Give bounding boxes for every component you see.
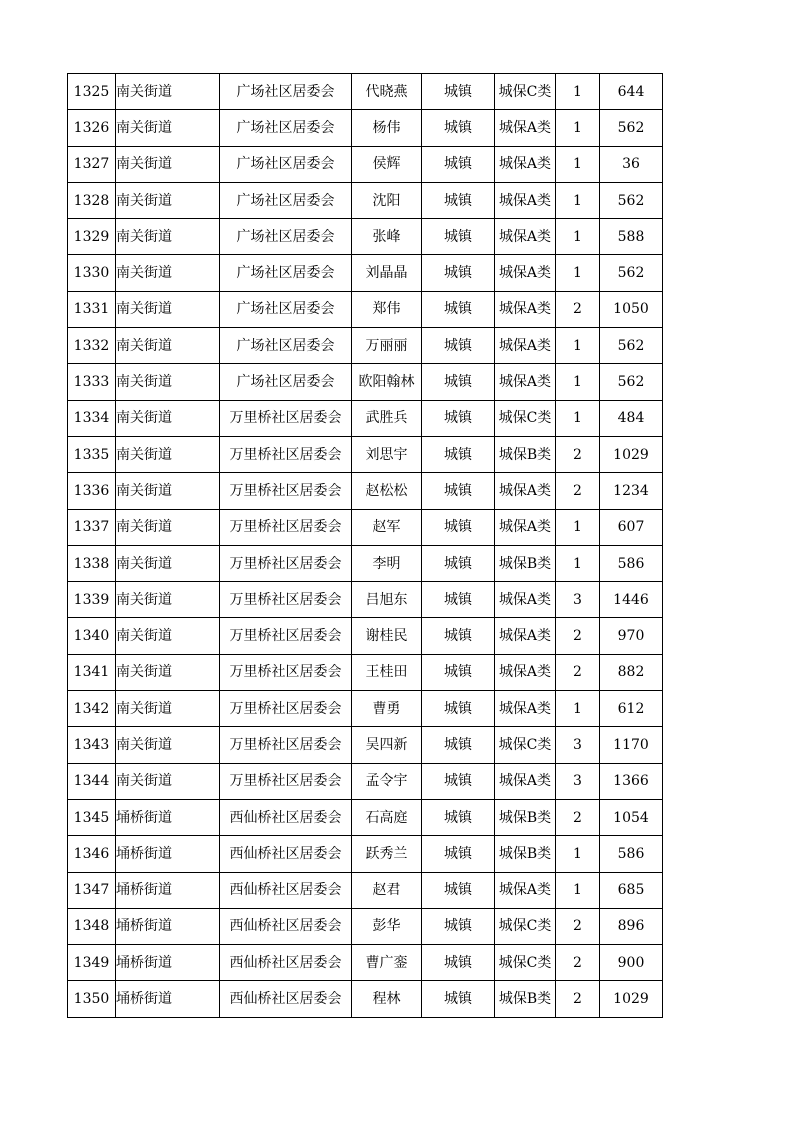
- amount-cell: 1446: [600, 582, 663, 618]
- row-number-cell: 1337: [68, 509, 116, 545]
- category-cell: 城保A类: [495, 328, 556, 364]
- table-row: [68, 364, 663, 400]
- residence-type-cell: 城镇: [422, 945, 495, 981]
- street-cell: 南关街道: [116, 654, 220, 690]
- category-cell: 城保C类: [495, 727, 556, 763]
- street-cell: 南关街道: [116, 291, 220, 327]
- table-row: [68, 691, 663, 727]
- residence-type-cell: 城镇: [422, 582, 495, 618]
- community-cell: 万里桥社区居委会: [220, 400, 352, 436]
- amount-cell: 970: [600, 618, 663, 654]
- row-number-cell: 1326: [68, 110, 116, 146]
- name-cell: 武胜兵: [352, 400, 422, 436]
- household-size-cell: 1: [556, 146, 600, 182]
- community-cell: 广场社区居委会: [220, 291, 352, 327]
- amount-cell: 644: [600, 74, 663, 110]
- street-cell: 埇桥街道: [116, 799, 220, 835]
- category-cell: 城保A类: [495, 872, 556, 908]
- residence-type-cell: 城镇: [422, 146, 495, 182]
- name-cell: 曹勇: [352, 691, 422, 727]
- table-row: [68, 146, 663, 182]
- amount-cell: 1234: [600, 473, 663, 509]
- amount-cell: 685: [600, 872, 663, 908]
- table-row: [68, 654, 663, 690]
- row-number-cell: 1328: [68, 182, 116, 218]
- street-cell: 南关街道: [116, 582, 220, 618]
- household-size-cell: 2: [556, 291, 600, 327]
- row-number-cell: 1331: [68, 291, 116, 327]
- street-cell: 南关街道: [116, 436, 220, 472]
- table-row: [68, 981, 663, 1017]
- residence-type-cell: 城镇: [422, 364, 495, 400]
- category-cell: 城保C类: [495, 945, 556, 981]
- table-row: [68, 836, 663, 872]
- category-cell: 城保A类: [495, 618, 556, 654]
- table-row: [68, 110, 663, 146]
- name-cell: 张峰: [352, 219, 422, 255]
- street-cell: 南关街道: [116, 400, 220, 436]
- category-cell: 城保A类: [495, 291, 556, 327]
- row-number-cell: 1343: [68, 727, 116, 763]
- household-size-cell: 3: [556, 763, 600, 799]
- category-cell: 城保A类: [495, 763, 556, 799]
- amount-cell: 896: [600, 908, 663, 944]
- street-cell: 埇桥街道: [116, 945, 220, 981]
- street-cell: 埇桥街道: [116, 908, 220, 944]
- row-number-cell: 1335: [68, 436, 116, 472]
- row-number-cell: 1345: [68, 799, 116, 835]
- name-cell: 孟令宇: [352, 763, 422, 799]
- name-cell: 跃秀兰: [352, 836, 422, 872]
- name-cell: 万丽丽: [352, 328, 422, 364]
- street-cell: 南关街道: [116, 146, 220, 182]
- category-cell: 城保C类: [495, 400, 556, 436]
- row-number-cell: 1334: [68, 400, 116, 436]
- name-cell: 赵松松: [352, 473, 422, 509]
- roster-body: [68, 74, 663, 1018]
- residence-type-cell: 城镇: [422, 545, 495, 581]
- street-cell: 南关街道: [116, 545, 220, 581]
- row-number-cell: 1346: [68, 836, 116, 872]
- residence-type-cell: 城镇: [422, 219, 495, 255]
- table-row: [68, 763, 663, 799]
- household-size-cell: 2: [556, 945, 600, 981]
- name-cell: 王桂田: [352, 654, 422, 690]
- residence-type-cell: 城镇: [422, 328, 495, 364]
- community-cell: 广场社区居委会: [220, 219, 352, 255]
- name-cell: 杨伟: [352, 110, 422, 146]
- community-cell: 广场社区居委会: [220, 146, 352, 182]
- amount-cell: 562: [600, 364, 663, 400]
- community-cell: 西仙桥社区居委会: [220, 945, 352, 981]
- amount-cell: 607: [600, 509, 663, 545]
- residence-type-cell: 城镇: [422, 691, 495, 727]
- household-size-cell: 2: [556, 981, 600, 1017]
- name-cell: 曹广銮: [352, 945, 422, 981]
- table-row: [68, 799, 663, 835]
- community-cell: 万里桥社区居委会: [220, 691, 352, 727]
- name-cell: 吕旭东: [352, 582, 422, 618]
- table-row: [68, 582, 663, 618]
- community-cell: 万里桥社区居委会: [220, 436, 352, 472]
- table-row: [68, 400, 663, 436]
- residence-type-cell: 城镇: [422, 908, 495, 944]
- household-size-cell: 1: [556, 110, 600, 146]
- street-cell: 南关街道: [116, 328, 220, 364]
- community-cell: 万里桥社区居委会: [220, 582, 352, 618]
- household-size-cell: 2: [556, 654, 600, 690]
- row-number-cell: 1336: [68, 473, 116, 509]
- street-cell: 埇桥街道: [116, 836, 220, 872]
- street-cell: 南关街道: [116, 509, 220, 545]
- household-size-cell: 1: [556, 74, 600, 110]
- row-number-cell: 1332: [68, 328, 116, 364]
- community-cell: 万里桥社区居委会: [220, 727, 352, 763]
- category-cell: 城保C类: [495, 74, 556, 110]
- table-row: [68, 255, 663, 291]
- amount-cell: 562: [600, 110, 663, 146]
- table-row: [68, 618, 663, 654]
- category-cell: 城保A类: [495, 691, 556, 727]
- category-cell: 城保A类: [495, 255, 556, 291]
- name-cell: 谢桂民: [352, 618, 422, 654]
- residence-type-cell: 城镇: [422, 654, 495, 690]
- category-cell: 城保B类: [495, 836, 556, 872]
- street-cell: 南关街道: [116, 219, 220, 255]
- household-size-cell: 1: [556, 255, 600, 291]
- household-size-cell: 3: [556, 727, 600, 763]
- category-cell: 城保B类: [495, 545, 556, 581]
- community-cell: 广场社区居委会: [220, 74, 352, 110]
- residence-type-cell: 城镇: [422, 618, 495, 654]
- table-row: [68, 74, 663, 110]
- category-cell: 城保C类: [495, 908, 556, 944]
- amount-cell: 586: [600, 545, 663, 581]
- community-cell: 万里桥社区居委会: [220, 618, 352, 654]
- category-cell: 城保A类: [495, 654, 556, 690]
- table-row: [68, 945, 663, 981]
- table-row: [68, 509, 663, 545]
- amount-cell: 562: [600, 328, 663, 364]
- name-cell: 吴四新: [352, 727, 422, 763]
- household-size-cell: 1: [556, 545, 600, 581]
- community-cell: 西仙桥社区居委会: [220, 799, 352, 835]
- street-cell: 南关街道: [116, 255, 220, 291]
- residence-type-cell: 城镇: [422, 836, 495, 872]
- name-cell: 赵君: [352, 872, 422, 908]
- residence-type-cell: 城镇: [422, 473, 495, 509]
- amount-cell: 900: [600, 945, 663, 981]
- community-cell: 广场社区居委会: [220, 364, 352, 400]
- table-row: [68, 545, 663, 581]
- row-number-cell: 1344: [68, 763, 116, 799]
- amount-cell: 36: [600, 146, 663, 182]
- name-cell: 李明: [352, 545, 422, 581]
- roster-table: [67, 73, 663, 1018]
- community-cell: 西仙桥社区居委会: [220, 981, 352, 1017]
- residence-type-cell: 城镇: [422, 74, 495, 110]
- household-size-cell: 2: [556, 799, 600, 835]
- residence-type-cell: 城镇: [422, 981, 495, 1017]
- household-size-cell: 1: [556, 400, 600, 436]
- community-cell: 万里桥社区居委会: [220, 763, 352, 799]
- amount-cell: 882: [600, 654, 663, 690]
- table-row: [68, 908, 663, 944]
- table-row: [68, 219, 663, 255]
- residence-type-cell: 城镇: [422, 182, 495, 218]
- household-size-cell: 2: [556, 473, 600, 509]
- community-cell: 广场社区居委会: [220, 182, 352, 218]
- category-cell: 城保A类: [495, 146, 556, 182]
- residence-type-cell: 城镇: [422, 872, 495, 908]
- row-number-cell: 1340: [68, 618, 116, 654]
- household-size-cell: 1: [556, 219, 600, 255]
- street-cell: 南关街道: [116, 473, 220, 509]
- street-cell: 南关街道: [116, 618, 220, 654]
- household-size-cell: 1: [556, 182, 600, 218]
- residence-type-cell: 城镇: [422, 509, 495, 545]
- category-cell: 城保A类: [495, 364, 556, 400]
- street-cell: 南关街道: [116, 691, 220, 727]
- community-cell: 万里桥社区居委会: [220, 509, 352, 545]
- name-cell: 彭华: [352, 908, 422, 944]
- name-cell: 石高庭: [352, 799, 422, 835]
- street-cell: 埇桥街道: [116, 872, 220, 908]
- category-cell: 城保B类: [495, 799, 556, 835]
- street-cell: 南关街道: [116, 182, 220, 218]
- residence-type-cell: 城镇: [422, 400, 495, 436]
- name-cell: 侯辉: [352, 146, 422, 182]
- amount-cell: 1170: [600, 727, 663, 763]
- community-cell: 西仙桥社区居委会: [220, 872, 352, 908]
- community-cell: 广场社区居委会: [220, 110, 352, 146]
- residence-type-cell: 城镇: [422, 291, 495, 327]
- category-cell: 城保B类: [495, 981, 556, 1017]
- household-size-cell: 1: [556, 872, 600, 908]
- row-number-cell: 1342: [68, 691, 116, 727]
- street-cell: 南关街道: [116, 763, 220, 799]
- household-size-cell: 1: [556, 836, 600, 872]
- table-row: [68, 436, 663, 472]
- category-cell: 城保A类: [495, 110, 556, 146]
- name-cell: 沈阳: [352, 182, 422, 218]
- household-size-cell: 1: [556, 364, 600, 400]
- residence-type-cell: 城镇: [422, 436, 495, 472]
- street-cell: 南关街道: [116, 74, 220, 110]
- table-row: [68, 291, 663, 327]
- name-cell: 欧阳翰林: [352, 364, 422, 400]
- community-cell: 西仙桥社区居委会: [220, 836, 352, 872]
- row-number-cell: 1329: [68, 219, 116, 255]
- household-size-cell: 2: [556, 618, 600, 654]
- street-cell: 南关街道: [116, 727, 220, 763]
- community-cell: 广场社区居委会: [220, 328, 352, 364]
- table-row: [68, 727, 663, 763]
- name-cell: 刘晶晶: [352, 255, 422, 291]
- household-size-cell: 1: [556, 328, 600, 364]
- household-size-cell: 3: [556, 582, 600, 618]
- amount-cell: 1050: [600, 291, 663, 327]
- row-number-cell: 1348: [68, 908, 116, 944]
- name-cell: 赵军: [352, 509, 422, 545]
- amount-cell: 562: [600, 255, 663, 291]
- household-size-cell: 2: [556, 436, 600, 472]
- amount-cell: 1366: [600, 763, 663, 799]
- residence-type-cell: 城镇: [422, 255, 495, 291]
- row-number-cell: 1338: [68, 545, 116, 581]
- amount-cell: 588: [600, 219, 663, 255]
- row-number-cell: 1347: [68, 872, 116, 908]
- amount-cell: 562: [600, 182, 663, 218]
- community-cell: 万里桥社区居委会: [220, 654, 352, 690]
- residence-type-cell: 城镇: [422, 727, 495, 763]
- community-cell: 西仙桥社区居委会: [220, 908, 352, 944]
- row-number-cell: 1330: [68, 255, 116, 291]
- amount-cell: 1029: [600, 981, 663, 1017]
- name-cell: 程林: [352, 981, 422, 1017]
- category-cell: 城保A类: [495, 509, 556, 545]
- amount-cell: 586: [600, 836, 663, 872]
- name-cell: 刘思宇: [352, 436, 422, 472]
- amount-cell: 484: [600, 400, 663, 436]
- table-row: [68, 473, 663, 509]
- household-size-cell: 1: [556, 691, 600, 727]
- category-cell: 城保A类: [495, 219, 556, 255]
- category-cell: 城保A类: [495, 473, 556, 509]
- name-cell: 代晓燕: [352, 74, 422, 110]
- residence-type-cell: 城镇: [422, 799, 495, 835]
- residence-type-cell: 城镇: [422, 763, 495, 799]
- street-cell: 南关街道: [116, 364, 220, 400]
- table-row: [68, 328, 663, 364]
- row-number-cell: 1325: [68, 74, 116, 110]
- category-cell: 城保B类: [495, 436, 556, 472]
- household-size-cell: 1: [556, 509, 600, 545]
- community-cell: 万里桥社区居委会: [220, 473, 352, 509]
- row-number-cell: 1327: [68, 146, 116, 182]
- household-size-cell: 2: [556, 908, 600, 944]
- amount-cell: 612: [600, 691, 663, 727]
- residence-type-cell: 城镇: [422, 110, 495, 146]
- category-cell: 城保A类: [495, 182, 556, 218]
- row-number-cell: 1350: [68, 981, 116, 1017]
- row-number-cell: 1339: [68, 582, 116, 618]
- amount-cell: 1054: [600, 799, 663, 835]
- street-cell: 埇桥街道: [116, 981, 220, 1017]
- row-number-cell: 1341: [68, 654, 116, 690]
- community-cell: 广场社区居委会: [220, 255, 352, 291]
- row-number-cell: 1349: [68, 945, 116, 981]
- table-row: [68, 872, 663, 908]
- table-row: [68, 182, 663, 218]
- category-cell: 城保A类: [495, 582, 556, 618]
- amount-cell: 1029: [600, 436, 663, 472]
- street-cell: 南关街道: [116, 110, 220, 146]
- row-number-cell: 1333: [68, 364, 116, 400]
- community-cell: 万里桥社区居委会: [220, 545, 352, 581]
- name-cell: 郑伟: [352, 291, 422, 327]
